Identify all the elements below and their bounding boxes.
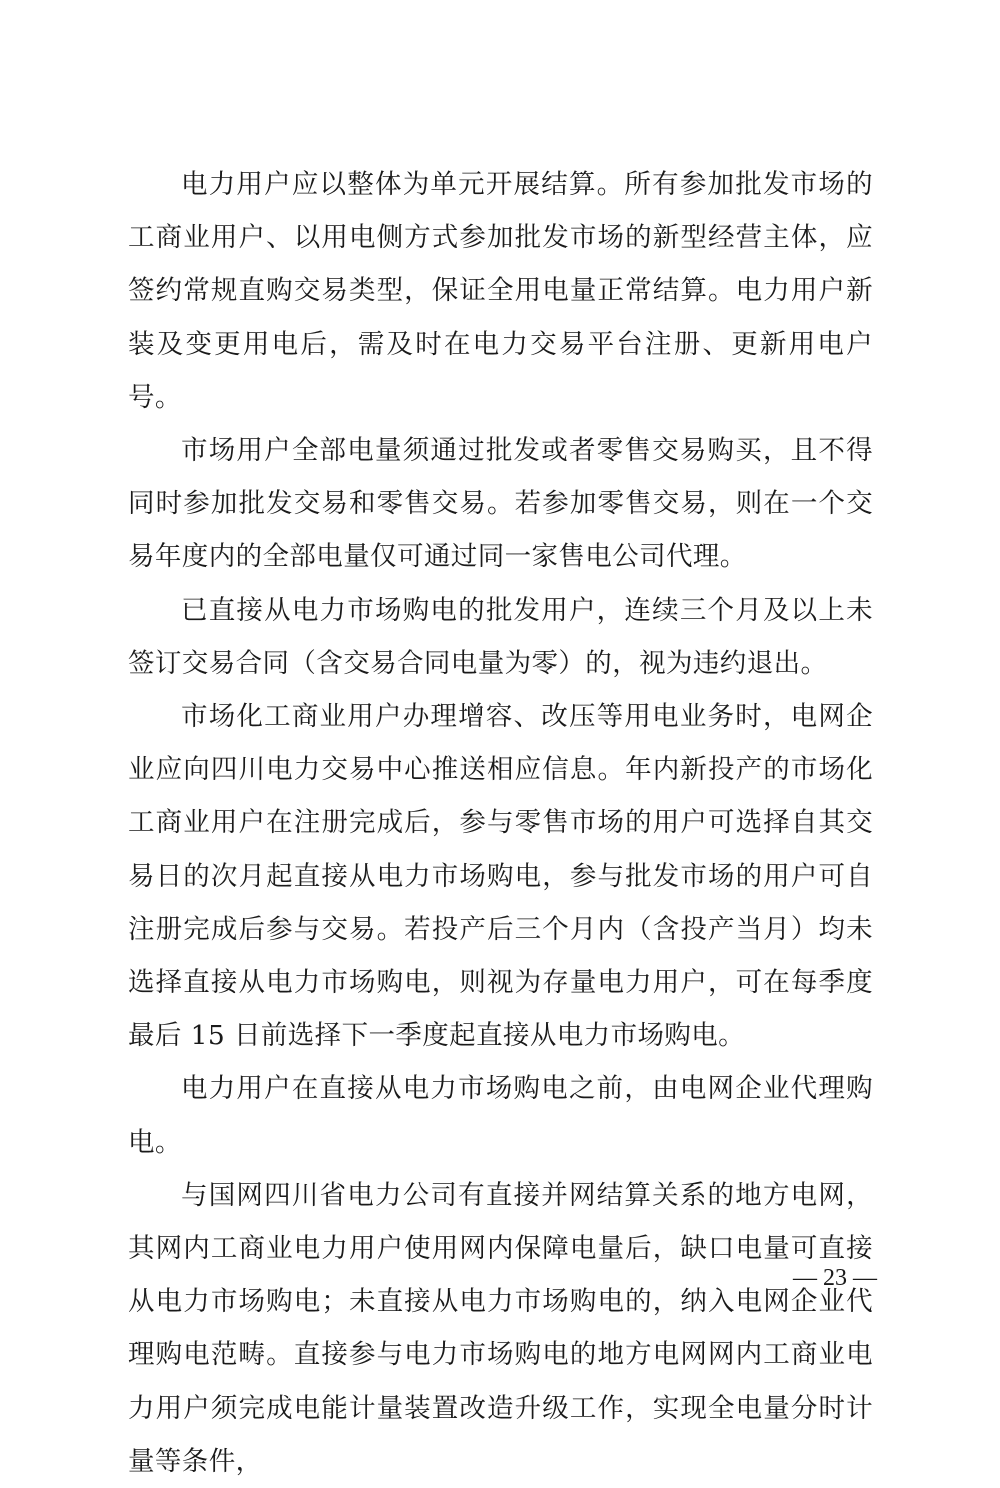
paragraph-3: 已直接从电力市场购电的批发用户，连续三个月及以上未签订交易合同（含交易合同电量为零）的，视为违约退出。 xyxy=(128,594,873,679)
paragraph-2: 市场用户全部电量须通过批发或者零售交易购买，且不得同时参加批发交易和零售交易。若参加零售交易，则在一个交易年度内的全部电量仅可通过同一家售电公司代理。 xyxy=(128,435,873,573)
body-text xyxy=(128,158,873,1488)
paragraph-1: 电力用户应以整体为单元开展结算。所有参加批发市场的工商业用户、以用电侧方式参加批发市场的新型经营主体，应签约常规直购交易类型，保证全用电量正常结算。电力用户新装及变更用电后，需及时在电力交易平台注册、更新用电户号。 xyxy=(128,169,873,413)
paragraph-6: 与国网四川省电力公司有直接并网结算关系的地方电网，其网内工商业电力用户使用网内保障电量后，缺口电量可直接从电力市场购电；未直接从电力市场购电的，纳入电网企业代理购电范畴。直接参与电力市场购电的地方电网网内工商业电力用户须完成电能计量装置改造升级工作，实现全电量分时计量等条件， xyxy=(128,1179,873,1477)
page-number: — 23 — xyxy=(793,1265,877,1291)
paragraph-4: 市场化工商业用户办理增容、改压等用电业务时，电网企业应向四川电力交易中心推送相应信息。年内新投产的市场化工商业用户在注册完成后，参与零售市场的用户可选择自其交易日的次月起直接从电力市场购电，参与批发市场的用户可自注册完成后参与交易。若投产后三个月内（含投产当月）均未选择直接从电力市场购电，则视为存量电力用户，可在每季度最后 15 日前选择下一季度起直接从电力市场购电。 xyxy=(128,701,873,1052)
paragraph-5: 电力用户在直接从电力市场购电之前，由电网企业代理购电。 xyxy=(128,1073,873,1158)
